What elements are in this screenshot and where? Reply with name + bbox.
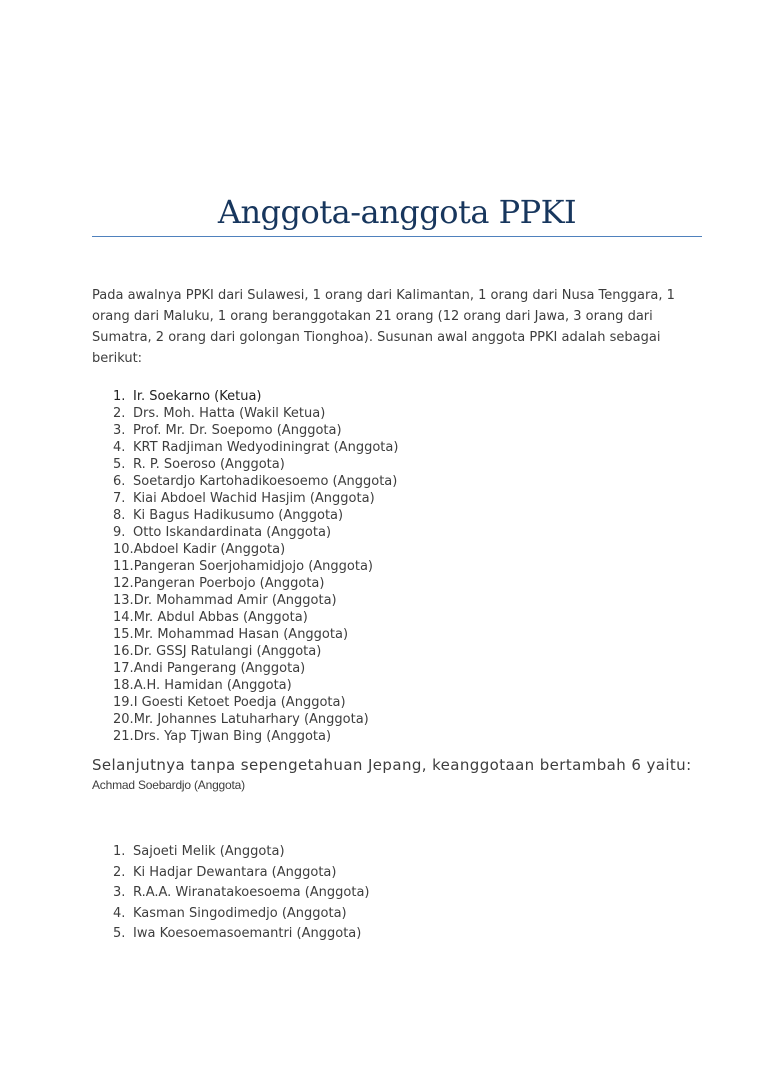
list-item-text: Soetardjo Kartohadikoesoemo (Anggota) [133, 474, 398, 489]
followup-paragraph: Selanjutnya tanpa sepengetahuan Jepang, keanggotaan bertambah 6 yaitu: [92, 756, 692, 774]
list-item [113, 541, 702, 558]
list-item [113, 507, 702, 524]
list-item [113, 643, 702, 660]
list-item [113, 575, 702, 592]
list-item-text: Mr. Mohammad Hasan (Anggota) [133, 627, 349, 642]
list-item [113, 388, 702, 405]
list-item-number: 19. [113, 695, 134, 710]
additional-members-list [92, 842, 702, 945]
list-item-text: Ki Hadjar Dewantara (Anggota) [133, 864, 337, 880]
intro-paragraph: Pada awalnya PPKI dari Sulawesi, 1 orang dari Kalimantan, 1 orang dari Nusa Tenggara, 1 orang dari Maluku, 1 orang beranggotakan 21 orang (12 orang dari Jawa, 3 orang dari Sumatra, 2 orang dari golongan Tionghoa). Susunan awal anggota PPKI adalah sebagai berikut: [92, 288, 675, 366]
list-item-number: 5. [113, 457, 126, 472]
list-item-text: Kasman Singodimedjo (Anggota) [133, 905, 347, 921]
page-title: Anggota-anggota PPKI [92, 192, 702, 237]
list-item-text: A.H. Hamidan (Anggota) [133, 678, 292, 693]
list-item-text: KRT Radjiman Wedyodiningrat (Anggota) [133, 440, 399, 455]
list-item-text: Drs. Moh. Hatta (Wakil Ketua) [133, 406, 326, 421]
list-item-number: 3. [113, 423, 126, 438]
list-item-text: Abdoel Kadir (Anggota) [133, 542, 286, 557]
list-item-number: 9. [113, 525, 126, 540]
list-item [113, 863, 702, 884]
list-item-text: I Goesti Ketoet Poedja (Anggota) [133, 695, 346, 710]
list-item-text: Kiai Abdoel Wachid Hasjim (Anggota) [133, 491, 375, 506]
list-item-number: 14. [113, 610, 134, 625]
list-item-number: 17. [113, 661, 134, 676]
list-item-text: Dr. GSSJ Ratulangi (Anggota) [133, 644, 322, 659]
list-item-number: 20. [113, 712, 134, 727]
list-item [113, 694, 702, 711]
list-item-number: 7. [113, 491, 126, 506]
list-item-number: 1. [113, 844, 126, 859]
list-item [113, 473, 702, 490]
list-item-number: 1. [113, 389, 126, 404]
list-item-text: Pangeran Poerbojo (Anggota) [133, 576, 325, 591]
list-item [113, 924, 702, 945]
list-item-number: 3. [113, 885, 126, 900]
list-item-text: R.A.A. Wiranatakoesoema (Anggota) [133, 885, 370, 900]
list-item-number: 2. [113, 406, 126, 421]
list-item [113, 626, 702, 643]
list-item-number: 4. [113, 440, 126, 455]
list-item-number: 5. [113, 926, 126, 941]
list-item [113, 422, 702, 439]
list-item-text: Dr. Mohammad Amir (Anggota) [133, 593, 337, 608]
initial-members-list [92, 388, 702, 745]
list-item [113, 842, 702, 863]
list-item [113, 883, 702, 904]
list-item-text: Drs. Yap Tjwan Bing (Anggota) [133, 729, 332, 744]
list-item [113, 524, 702, 541]
list-item-text: Prof. Mr. Dr. Soepomo (Anggota) [133, 423, 342, 438]
list-item-text: Iwa Koesoemasoemantri (Anggota) [133, 926, 362, 941]
list-item-text: R. P. Soeroso (Anggota) [133, 457, 285, 472]
list-item-text: Mr. Abdul Abbas (Anggota) [133, 610, 308, 625]
list-item [113, 405, 702, 422]
list-item-text: Otto Iskandardinata (Anggota) [133, 525, 332, 540]
list-item [113, 456, 702, 473]
list-item [113, 592, 702, 609]
list-item [113, 609, 702, 626]
list-item [113, 660, 702, 677]
list-item-text: Ki Bagus Hadikusumo (Anggota) [133, 508, 344, 523]
list-item [113, 439, 702, 456]
list-item-number: 10. [113, 542, 134, 557]
list-item-number: 16. [113, 644, 134, 659]
list-item-text: Mr. Johannes Latuharhary (Anggota) [133, 712, 369, 727]
list-item-number: 15. [113, 627, 134, 642]
list-item [113, 728, 702, 745]
list-item-number: 11. [113, 559, 134, 574]
note-line: Achmad Soebardjo (Anggota) [92, 778, 245, 792]
list-item-number: 13. [113, 593, 134, 608]
list-item-number: 6. [113, 474, 126, 489]
list-item [113, 677, 702, 694]
list-item-number: 8. [113, 508, 126, 523]
list-item-number: 21. [113, 729, 134, 744]
list-item-text: Pangeran Soerjohamidjojo (Anggota) [133, 559, 373, 574]
list-item-number: 2. [113, 864, 126, 880]
list-item [113, 490, 702, 507]
list-item [113, 711, 702, 728]
list-item [113, 904, 702, 925]
list-item-number: 18. [113, 678, 134, 693]
list-item-text: Ir. Soekarno (Ketua) [133, 389, 262, 404]
list-item-text: Sajoeti Melik (Anggota) [133, 844, 285, 859]
list-item-number: 12. [113, 576, 134, 591]
list-item-number: 4. [113, 905, 126, 921]
list-item-text: Andi Pangerang (Anggota) [133, 661, 306, 676]
list-item [113, 558, 702, 575]
